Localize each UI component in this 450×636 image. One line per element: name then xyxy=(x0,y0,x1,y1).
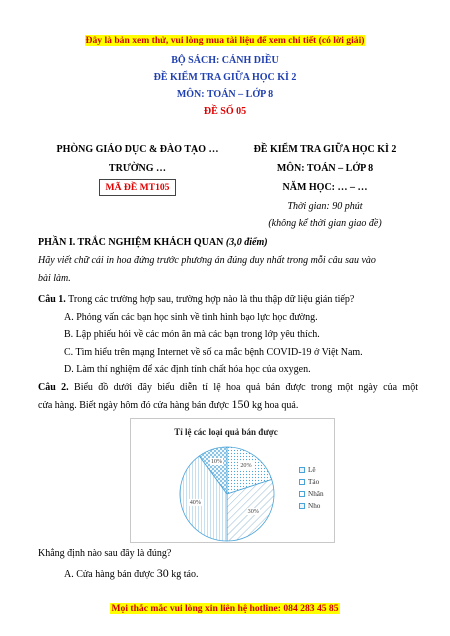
preview-banner-wrap xyxy=(0,30,450,48)
pie-label-1: 30% xyxy=(247,508,259,516)
question-1-label: Câu 1. xyxy=(38,294,66,305)
legend-item-nhan xyxy=(299,488,324,500)
exam-code-wrap xyxy=(40,179,235,196)
time-limit: Thời gian: 90 phút xyxy=(287,201,363,212)
legend-item-nho xyxy=(299,500,324,512)
legend-swatch xyxy=(299,467,305,473)
question-1-text: Trong các trường hợp sau, trường hợp nào là thu thập dữ liệu gián tiếp? xyxy=(68,294,355,305)
legend-label: Nhãn xyxy=(308,490,324,498)
question-2-line-1 xyxy=(38,381,418,394)
question-2-text: Biểu đồ dưới đây biểu diễn tỉ lệ hoa quả bán được trong một ngày của một xyxy=(74,382,418,393)
right-subject: MÔN: TOÁN – LỚP 8 xyxy=(276,163,374,174)
legend-swatch xyxy=(299,491,305,497)
q1-option-d: D. Làm thí nghiệm để xác định tính chất hóa học của oxygen. xyxy=(64,364,311,375)
pie-label-0: 20% xyxy=(240,462,252,470)
school: TRƯỜNG … xyxy=(108,163,167,174)
part1-score: (3,0 điểm) xyxy=(225,237,268,248)
legend-item-tao xyxy=(299,476,324,488)
q2-option-a-number: 30 xyxy=(156,566,169,580)
chart-legend xyxy=(299,464,324,512)
question-2-line-2 xyxy=(38,398,298,412)
q1-option-b: B. Lập phiếu hỏi về các món ăn mà các bạn trong lớp yêu thích. xyxy=(64,329,320,340)
question-1 xyxy=(38,293,354,306)
question-2-text-a: cửa hàng. Biết ngày hôm đó cửa hàng bán được xyxy=(38,400,229,411)
subject-title: MÔN: TOÁN – LỚP 8 xyxy=(176,89,274,100)
q1-option-a: A. Phỏng vấn các bạn học sinh về tình hình bạo lực học đường. xyxy=(64,312,318,323)
school-year: NĂM HỌC: … – … xyxy=(282,182,368,193)
preview-banner: Đây là bản xem thử, vui lòng mua tài liệu để xem chi tiết (có lời giải) xyxy=(85,35,365,46)
q2-option-a-unit: kg táo. xyxy=(171,569,199,580)
legend-swatch xyxy=(299,503,305,509)
question-2-prompt: Khẳng định nào sau đây là đúng? xyxy=(38,548,172,559)
legend-item-le xyxy=(299,464,324,476)
book-series: BỘ SÁCH: CÁNH DIỀU xyxy=(171,55,279,66)
instruction-line-2: bài làm. xyxy=(38,273,71,284)
footer-wrap xyxy=(0,598,450,616)
exam-title: ĐỀ KIỂM TRA GIỮA HỌC KÌ 2 xyxy=(153,72,297,83)
instruction-line-1: Hãy viết chữ cái in hoa đứng trước phương án đúng duy nhất trong mỗi câu sau vào xyxy=(38,255,376,266)
question-2-text-b: kg hoa quả. xyxy=(251,400,299,411)
question-2-number: 150 xyxy=(231,397,250,411)
q2-option-a xyxy=(64,567,199,581)
chart-title: Tỉ lệ các loại quả bán được xyxy=(174,427,278,437)
legend-swatch xyxy=(299,479,305,485)
exam-code: MÃ ĐỀ MT105 xyxy=(99,179,177,196)
pie-label-3: 10% xyxy=(210,457,223,465)
hotline-footer: Mọi thắc mắc vui lòng xin liên hệ hotline: 084 283 45 85 xyxy=(111,603,339,614)
question-2-label: Câu 2. xyxy=(38,382,69,393)
q2-option-a-text: A. Cửa hàng bán được xyxy=(64,569,155,580)
part1-title: PHẦN I. TRẮC NGHIỆM KHÁCH QUAN xyxy=(38,237,224,248)
exam-number: ĐỀ SỐ 05 xyxy=(203,106,247,117)
pie-chart xyxy=(130,418,335,543)
right-exam-title: ĐỀ KIỂM TRA GIỮA HỌC KÌ 2 xyxy=(253,144,397,155)
department: PHÒNG GIÁO DỤC & ĐÀO TẠO … xyxy=(56,144,219,155)
legend-label: Táo xyxy=(308,478,320,486)
part1-heading xyxy=(38,236,268,249)
time-note: (không kể thời gian giao đề) xyxy=(268,218,382,229)
q1-option-c: C. Tìm hiểu trên mạng Internet về số ca mắc bệnh COVID-19 ở Việt Nam. xyxy=(64,347,363,358)
legend-label: Nho xyxy=(308,502,321,510)
legend-label: Lê xyxy=(308,466,316,474)
pie-label-2: 40% xyxy=(189,499,202,507)
